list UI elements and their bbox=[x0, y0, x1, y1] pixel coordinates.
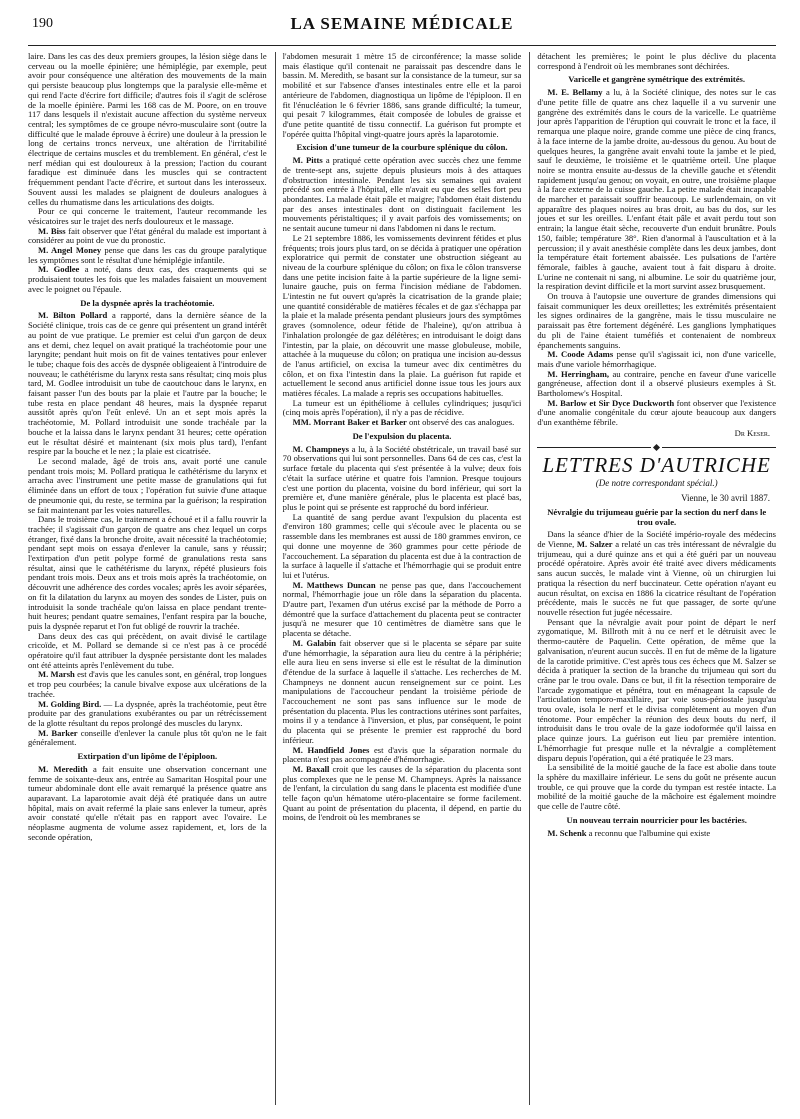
paragraph-text: a relaté un cas très intéressant de névralgie du trijumeau, qui a duré quinze ans et qui a été guéri par un nouveau procédé opératoire. Après avoir été traité avec divers médicaments sans aucun succès, le malade vint à Vienne, où un chirurgien lui pratiqua la résection du nerf buccinateur. Cette opération n'ayant eu aucun résultat, on excisa en 1886 la cicatrice résultant de l'opération précédente, mais le succès ne fut que passager, de sorte qu'une nouvelle résection fut jugée nécessaire. bbox=[537, 539, 777, 617]
paragraph bbox=[537, 350, 776, 369]
article-columns bbox=[28, 52, 776, 1105]
paragraph-text: — La dyspnée, après la trachéotomie, peut être produite par des granulations exubérantes ou par un rétrécissement de la glotte résultant du repos prolongé des muscles du larynx. bbox=[28, 698, 267, 728]
paragraph: On trouva à l'autopsie une ouverture de grandes dimensions qui faisait communiquer les deux oreillettes; les extrémités présentaient les signes ordinaires de la gangrène, mais le tissu musculaire ne paraissait pas être fortement dégénéré. Les ganglions lymphatiques du pli de l'aine étaient tuméfiés et contenaient de nombreux épanchements sanguins. bbox=[537, 291, 777, 350]
paragraph bbox=[28, 700, 267, 729]
paragraph bbox=[283, 765, 522, 823]
paragraph-text: conseille d'enlever la canule plus tôt qu'on ne le fait généralement. bbox=[28, 727, 267, 748]
signature: Dr Keser. bbox=[734, 427, 771, 438]
section-heading: Excision d'une tumeur de la courbure splénique du côlon. bbox=[296, 142, 508, 153]
speaker-name: M. Galabin bbox=[292, 637, 337, 648]
speaker-name: M. Handfield Jones bbox=[292, 744, 370, 755]
page-number: 190 bbox=[32, 16, 53, 31]
section-heading: Varicelle et gangrène symétrique des extrémités. bbox=[568, 74, 746, 85]
paragraph: La quantité de sang perdue avant l'expulsion du placenta est d'environ 180 grammes; celle qui s'écoule avec le placenta ou se rassemble dans les membranes est aussi de 180 grammes environ, ce qui donne une moyenne de 360 grammes pour cette période de l'accouchement. La séparation du placenta est due à la contraction de la surface à laquelle il s'attache et l'hémorrhagie qui se produit entre lui et l'utérus. bbox=[282, 511, 522, 580]
paragraph: l'abdomen mesurait 1 mètre 15 de circonférence; la masse solide mais élastique qu'il contenait ne paraissait pas descendre dans le bassin. M. Meredith, se basant sur la consistance de la tumeur, sur sa mobilité et sur l'absence d'anses intestinales entre elle et la paroi antérieure de l'abdomen, diagnostiqua un lipôme de l'épiploon. Il en fit l'énucléation le 6 février 1886, sans grande difficulté; la tumeur, qui pesait 7 kilogrammes, était composée de lobules de graisse et d'une petite quantité de tissu connectif. La guérison fut prompte et l'opérée quitta l'hôpital vingt-quatre jours après la laparotomie. bbox=[282, 52, 522, 139]
speaker-name: M. Meredith bbox=[38, 763, 88, 774]
paragraph-text: fait observer que l'état général du malade est important à considérer au point de vue du pronostic. bbox=[28, 225, 267, 246]
section-title: LETTRES D'AUTRICHE bbox=[542, 452, 771, 477]
section-heading: Névralgie du trijumeau guérie par la section du nerf dans le trou ovale. bbox=[547, 506, 767, 527]
speaker-name: M. Baxall bbox=[292, 763, 330, 774]
paragraph bbox=[283, 156, 522, 234]
paragraph-text: a lu, à la Société obstétricale, un travail basé sur 70 observations qui lui sont personnelles. Dans 64 de ces cas, c'est la surface fœtale du placenta qui s'est présentée à la vulve; deux fois c'était la surface utérine et quatre fois l'amnion. Presque toujours c'est une portion du placenta, voisine du bord inférieur, qui sort la première et, d'une manière générale, plus le placenta est placé bas, plus le point qui se présente est rapproché du bord inférieur. bbox=[282, 443, 522, 512]
paragraph-text: font observer que l'existence d'une anomalie congénitale du cœur ajoute beaucoup aux dangers d'un exanthème fébrile. bbox=[537, 397, 777, 428]
paragraph: Le second malade, âgé de trois ans, avait porté une canule pendant trois mois; M. Pollard pratiqua le cathétérisme du larynx et arracha avec l'instrument une petite masse de granulations qui fut éliminée dans un effort de toux ; l'opération fut suivie d'une attaque de pneumonie qui, du reste, se termina par la guérison; la respiration se fait maintenant par les voies naturelles. bbox=[28, 456, 267, 515]
section-heading: De l'expulsion du placenta. bbox=[352, 430, 452, 441]
paragraph-text: a rapporté, dans la dernière séance de la Société clinique, trois cas de ce genre qui présentent un grand intérêt au point de vue pratique. Le premier est celui d'un garçon de deux ans et demi, chez lequel on avait pratiqué la trachéotomie pour une laryngite; pendant huit mois on fit de vaines tentatives pour enlever le tube; chaque fois des accès de dyspnée obligeaient à l'introduire de nouveau; le cathétérisme du larynx resta sans résultat; cinq mois plus tard, M. Godlee introduisit un tube de caoutchouc dans le larynx, en faisant passer l'un des bouts par la plaie et l'autre par la bouche; le tube resta en place pendant 48 heures, mais la dyspnée reparut aussitôt après qu'on l'eût enlevé. Un an et sept mois après la trachéotomie, M. Pollard introduisit une sonde trachéale par la bouche et la laissa dans le larynx pendant 31 heures; cette opération eut le résultat désiré et maintenant (six mois plus tard), l'enfant respire par la bouche et le nez ; la plaie est cicatrisée. bbox=[28, 310, 267, 457]
dateline: Vienne, le 30 avril 1887. bbox=[681, 493, 771, 504]
paragraph bbox=[28, 670, 267, 699]
journal-title: LA SEMAINE MÉDICALE bbox=[290, 14, 514, 33]
paragraph bbox=[28, 311, 267, 457]
paragraph-text: croit que les causes de la séparation du placenta sont plus complexes que ne le pense M. Champneys. Après la naissance de l'enfant, la circulation du sang dans le placenta est modifiée d'une telle façon qu'un hématome utéro-placentaire se forme facilement. Quant au point de présentation du placenta, il dépend, en partie du moins, de l'endroit où les membranes se bbox=[282, 763, 522, 823]
paragraph bbox=[283, 445, 522, 513]
page-header bbox=[28, 8, 776, 36]
speaker-name: M. Angel Money bbox=[38, 245, 102, 256]
paragraph bbox=[283, 746, 522, 765]
speaker-name: M. Salzer bbox=[576, 539, 613, 550]
paragraph: Dans le troisième cas, le traitement a échoué et il a fallu rouvrir la trachée; il s'agissait d'un garçon de quatre ans chez lequel un corps étranger, fixé dans la bronche droite, avait nécessité la trachéotomie; pendant sept mois on essaya d'enlever la canule, sans y réussir; l'extirpation d'un petit polype formé de granulations resta sans résultat, ainsi que le cathétérisme du larynx, répété plusieurs fois pendant trois mois. Deux ans et trois mois après la trachéotomie, on découvrit une adhérence des cordes vocales; après les avoir séparées, on fit la dilatation du larynx au moyen des sondes de Lister, puis on introduisit la sonde trachéale qu'on laissa en place pendant trente-huit heures; pendant quatre semaines, l'enfant respira par la bouche, puis la dyspnée reparut et l'on fut obligé de rouvrir la trachée. bbox=[28, 514, 267, 631]
paragraph-text: ne pense pas que, dans l'accouchement normal, l'hémorrhagie joue un rôle dans la séparation du placenta. D'autre part, l'examen d'un utérus excisé par la méthode de Porro a démontré que la surface d'attachement du placenta peut se contracter jusqu'à ne mesurer que 10 centimètres de diamètre sans que le placenta se détache. bbox=[282, 579, 522, 639]
speaker-name: MM. Morrant Baker et Barker bbox=[292, 417, 407, 428]
divider-line bbox=[662, 447, 776, 448]
speaker-name: M. Herringham, bbox=[547, 368, 610, 379]
speaker-name: M. Golding Bird. bbox=[38, 698, 102, 709]
section-heading: Extirpation d'un lipôme de l'épiploon. bbox=[77, 751, 218, 762]
paragraph bbox=[28, 765, 267, 843]
paragraph bbox=[28, 246, 267, 265]
speaker-name: M. Marsh bbox=[38, 669, 75, 680]
column-3 bbox=[529, 52, 776, 1105]
paragraph-text: ont observé des cas analogues. bbox=[406, 417, 515, 428]
paragraph bbox=[28, 729, 267, 748]
paragraph-text: est d'avis que les canules sont, en général, trop longues et trop peu courbées; la canule bivalve expose aux ulcérations de la trachée. bbox=[28, 669, 267, 699]
column-2 bbox=[275, 52, 522, 1105]
paragraph bbox=[283, 581, 522, 639]
paragraph bbox=[537, 88, 776, 292]
speaker-name: M. Champneys bbox=[292, 443, 350, 454]
ornament-divider bbox=[537, 445, 776, 450]
paragraph-text: a pratiqué cette opération avec succès chez une femme de trente-sept ans, sujette depuis plusieurs mois à des attaques d'obstruction intestinale. Pendant les six semaines qui avaient précédé son entrée à l'hôpital, elle n'avait eu que des selles fort peu abondantes. La malade était pâle et maigre; l'abdomen était distendu par des anses intestinales dont on distinguait facilement les mouvements péristaltiques; il y avait parfois des vomissements; on ne sentait aucune tumeur ni dans l'abdomen ni dans le rectum. bbox=[282, 155, 522, 234]
paragraph: La sensibilité de la moitié gauche de la face est abolie dans toute la sphère du maxillaire inférieur. Le sens du goût ne présente aucun trouble, ce qui prouve que la corde du tympan est restée intacte. La mobilité de la moitié gauche de la mâchoire est également moindre que celle de l'autre côté. bbox=[537, 762, 777, 812]
paragraph-text: fait observer que si le placenta se sépare par suite d'une hémorrhagie, la séparation aura lieu du centre à la périphérie; elle aura lieu en sens inverse si elle est le résultat de la diminution d'étendue de la surface à laquelle il s'attache. Les recherches de M. Champneys ne donnent aucun renseignement sur ce point. Les manipulations de l'accoucheur pendant la troisième période de l'accouchement ne sont pas sans influence sur le mode de présentation du placenta. Plus les contractions utérines sont parfaites, moins il y a tendance à l'inversion, et plus, par conséquent, le point du placenta qui se présente le premier est rapproché du bord inférieur. bbox=[282, 637, 522, 745]
paragraph bbox=[537, 370, 776, 399]
paragraph bbox=[537, 530, 776, 617]
paragraph-text: Dans la séance d'hier de la Société império-royale des médecins de Vienne, bbox=[537, 529, 777, 550]
paragraph: laire. Dans les cas des deux premiers groupes, la lésion siège dans le cerveau ou la moelle épinière; une hémiplégie, par exemple, peut avoir pour conséquence une altération des mouvements de la main qui persiste beaucoup plus longtemps que la paralysie elle-même et qui rend l'acte d'écrire fort difficile; d'autres fois il s'agit de sclérose de la moelle épinière. Parmi les 168 cas de M. Poore, on en trouve 117 dans lesquels il n'existait aucune affection du système nerveux central; les symptômes de ce groupe névro-musculaire sont (outre la difficulté que le malade éprouve à écrire) une douleur à la pression le long de certains troncs nerveux, une altération de l'irritabilité électrique de certains muscles et du tremblement. En général, c'est le nerf médian qui est douloureux à la pression; l'action du courant faradique est diminuée dans les muscles qui se contractent fréquemment pendant l'acte d'écrire, et surtout dans les interosseux. Souvent aussi les malades se plaignent de douleurs analogues à celles du rhumatisme dans les articulations des doigts. bbox=[28, 52, 267, 207]
paragraph-text: au contraire, penche en faveur d'une varicelle gangréneuse, affection dont il a observé plusieurs exemples à St. Bartholomew's Hospital. bbox=[537, 368, 777, 399]
speaker-name: M. Coode Adams bbox=[547, 349, 614, 360]
paragraph bbox=[283, 639, 522, 746]
paragraph-text: a noté, dans deux cas, des craquements qui se produisaient toutes les fois que les malades faisaient un mouvement avec le poignet ou l'épaule. bbox=[28, 264, 267, 294]
diamond-ornament-icon bbox=[653, 444, 660, 451]
paragraph-text: a lu, à la Société clinique, des notes sur le cas d'une petite fille de quatre ans chez laquelle il a vu survenir une gangrène des extrémités dans le cours de la varicelle. Le quatrième jour après l'apparition de l'éruption qui couvrait le tronc et la face, il remarqua une plaque noire, grande comme une pièce de cinq francs, à la face interne de la jambe droite, au-dessous du genou. Au bout de quelques heures, la gangrène avait envahi toute la jambe et le pied, sauf le deuxième, le troisième et le quatrième orteil. Une plaque noire se montra ensuite au-dessus de la cheville gauche et s'étendit rapidement jusqu'au genou; on voyait, en outre, une troisième plaque à la face externe de la cuisse gauche. La petite malade était incapable de marcher et paraissait souffrir beaucoup. Le surlendemain, on vit apparaître des plaques noires au bras droit, au bas du dos, sur les joues et sur les oreilles. L'enfant était pâle et avait perdu tout son entrain; la langue était sèche, recouverte d'un enduit brunâtre. Pouls 150, faible; température 38°. Rien d'anormal à l'auscultation et à la percussion; il y avait anesthésie complète dans les deux jambes, dont la température était fortement abaissée. Les pulsations de l'artère fémorale, faibles à gauche, avaient tout à fait disparu à droite. L'urine ne contenait ni sang, ni albumine. Le soir du quatrième jour, la respiration devint difficile et la mort survint assez brusquement. bbox=[537, 87, 777, 292]
paragraph-text: pense que dans les cas du groupe paralytique les symptômes sont le résultat d'une hémiplégie infantile. bbox=[28, 245, 267, 265]
paragraph bbox=[28, 265, 267, 294]
speaker-name: M. Biss bbox=[38, 225, 66, 236]
paragraph-text: a fait ensuite une observation concernant une femme de soixante-deux ans, entrée au Samaritan Hospital pour une tumeur abdominale dont elle avait remarqué la présence quatre ans auparavant. La laparotomie avait déjà été pratiquée dans un autre hôpital, mais on avait refermé la plaie sans enlever la tumeur, après avoir constaté qu'elle n'était pas en rapport avec l'ovaire. Le néoplasme augmenta de volume assez rapidement, et, lors de la seconde opération, bbox=[28, 763, 267, 842]
paragraph bbox=[28, 227, 267, 246]
paragraph-text: pense qu'il s'agissait ici, non d'une varicelle, mais d'une variole hémorrhagique. bbox=[537, 349, 777, 369]
paragraph: Pour ce qui concerne le traitement, l'auteur recommande les vésicatoires sur le trajet des nerfs douloureux et le massage. bbox=[28, 206, 267, 226]
header-rule bbox=[28, 45, 776, 46]
speaker-name: M. Matthews Duncan bbox=[292, 579, 376, 590]
speaker-name: M. Pitts bbox=[292, 155, 323, 166]
section-heading: De la dyspnée après la trachéotomie. bbox=[80, 297, 215, 308]
paragraph bbox=[283, 418, 522, 428]
paragraph: Le 21 septembre 1886, les vomissements devinrent fétides et plus fréquents; trois jours plus tard, on se décida à pratiquer une opération exploratrice qui permit de constater une obstruction siégeant au niveau de la courbure splénique du côlon; on fixa le côlon transverse dans une petite incision faite à la partie supérieure de la ligne semi-lunaire gauche, puis on ferma l'incision médiane de l'abdomen. L'intestin ne fut ouvert qu'après la cicatrisation de la grande plaie; une quantité considérable de matières fécales et de gaz s'échappa par la plaie et la malade présenta pendant plusieurs jours des symptômes graves (somnolence, odeur fétide de l'haleine), qu'on attribua à l'inhalation prolongée de gaz délétères; en introduisant le doigt dans l'intestin, par la plaie, on découvrit une masse globuleuse, mobile, attachée à la muqueuse du côlon; on pratiqua une incision au-dessus de l'anus artificiel, on excisa la tumeur avec dix centimètres du côlon, et on fixa l'intestin dans la plaie. La guérison fut rapide et actuellement le second anus artificiel donne issue tous les jours aux matières fécales. La malade a repris ses occupations habituelles. bbox=[282, 232, 522, 399]
paragraph: La tumeur est un épithéliome à cellules cylindriques; jusqu'ici (cinq mois après l'opération), il n'y a pas de récidive. bbox=[282, 397, 522, 418]
paragraph: Dans deux des cas qui précèdent, on avait divisé le cartilage cricoïde, et M. Pollard se demande si ce n'est pas à ce procédé opératoire qu'il faut attribuer la dyspnée persistante dont les malades ont été atteints après l'enlèvement du tube. bbox=[28, 630, 267, 670]
section-heading: Un nouveau terrain nourricier pour les bactéries. bbox=[566, 814, 747, 825]
paragraph bbox=[537, 829, 776, 839]
paragraph-text: a reconnu que l'albumine qui existe bbox=[586, 827, 711, 838]
divider-line bbox=[537, 447, 651, 448]
speaker-name: M. Barlow et Sir Dyce Duckworth bbox=[547, 397, 675, 408]
speaker-name: M. Bilton Pollard bbox=[38, 310, 108, 321]
speaker-name: M. Schenk bbox=[547, 827, 587, 838]
paragraph bbox=[537, 399, 776, 428]
paragraph-text: est d'avis que la séparation normale du placenta n'est pas accompagnée d'hémorrhagie. bbox=[282, 744, 522, 765]
speaker-name: M. E. Bellamy bbox=[547, 87, 603, 98]
paragraph: détachent les premières; le point le plus déclive du placenta correspond à l'endroit où les membranes sont déchirées. bbox=[537, 52, 777, 71]
column-1 bbox=[28, 52, 267, 1105]
speaker-name: M. Barker bbox=[38, 727, 78, 738]
paragraph: Pensant que la névralgie avait pour point de départ le nerf zygomatique, M. Billroth mit à nu ce nerf et le détruisit avec le thermo-cautère de Paquelin. Cette opération, de même que la galvanisation, n'eurent aucun succès. Il en fut de même de la ligature de la carotide primitive. C'est après tous ces échecs que M. Salzer se décida à pratiquer la section de la branche du trijumeau qui sort du crâne par le trou ovale. Dans ce but, il fit la résection temporaire de l'arcade zygomatique et pénétra, tout en ménageant la capsule de l'articulation temporo-maxillaire, par voie sous-périostale jusqu'au trou ovale, isola le nerf et le divisa complètement au moyen d'un ténotome. Pour empêcher la réunion des deux bouts du nerf, il introduisit dans le trou ovale de la gaze iodoformée qu'il laissa en place quinze jours. La guérison eut lieu par première intention. L'hémorrhagie fut presque nulle et la névralgie a complètement disparu depuis l'opération, qui a été pratiquée le 23 mars. bbox=[537, 616, 777, 763]
speaker-name: M. Godlee bbox=[38, 264, 80, 275]
correspondent-note: (De notre correspondant spécial.) bbox=[595, 478, 718, 489]
